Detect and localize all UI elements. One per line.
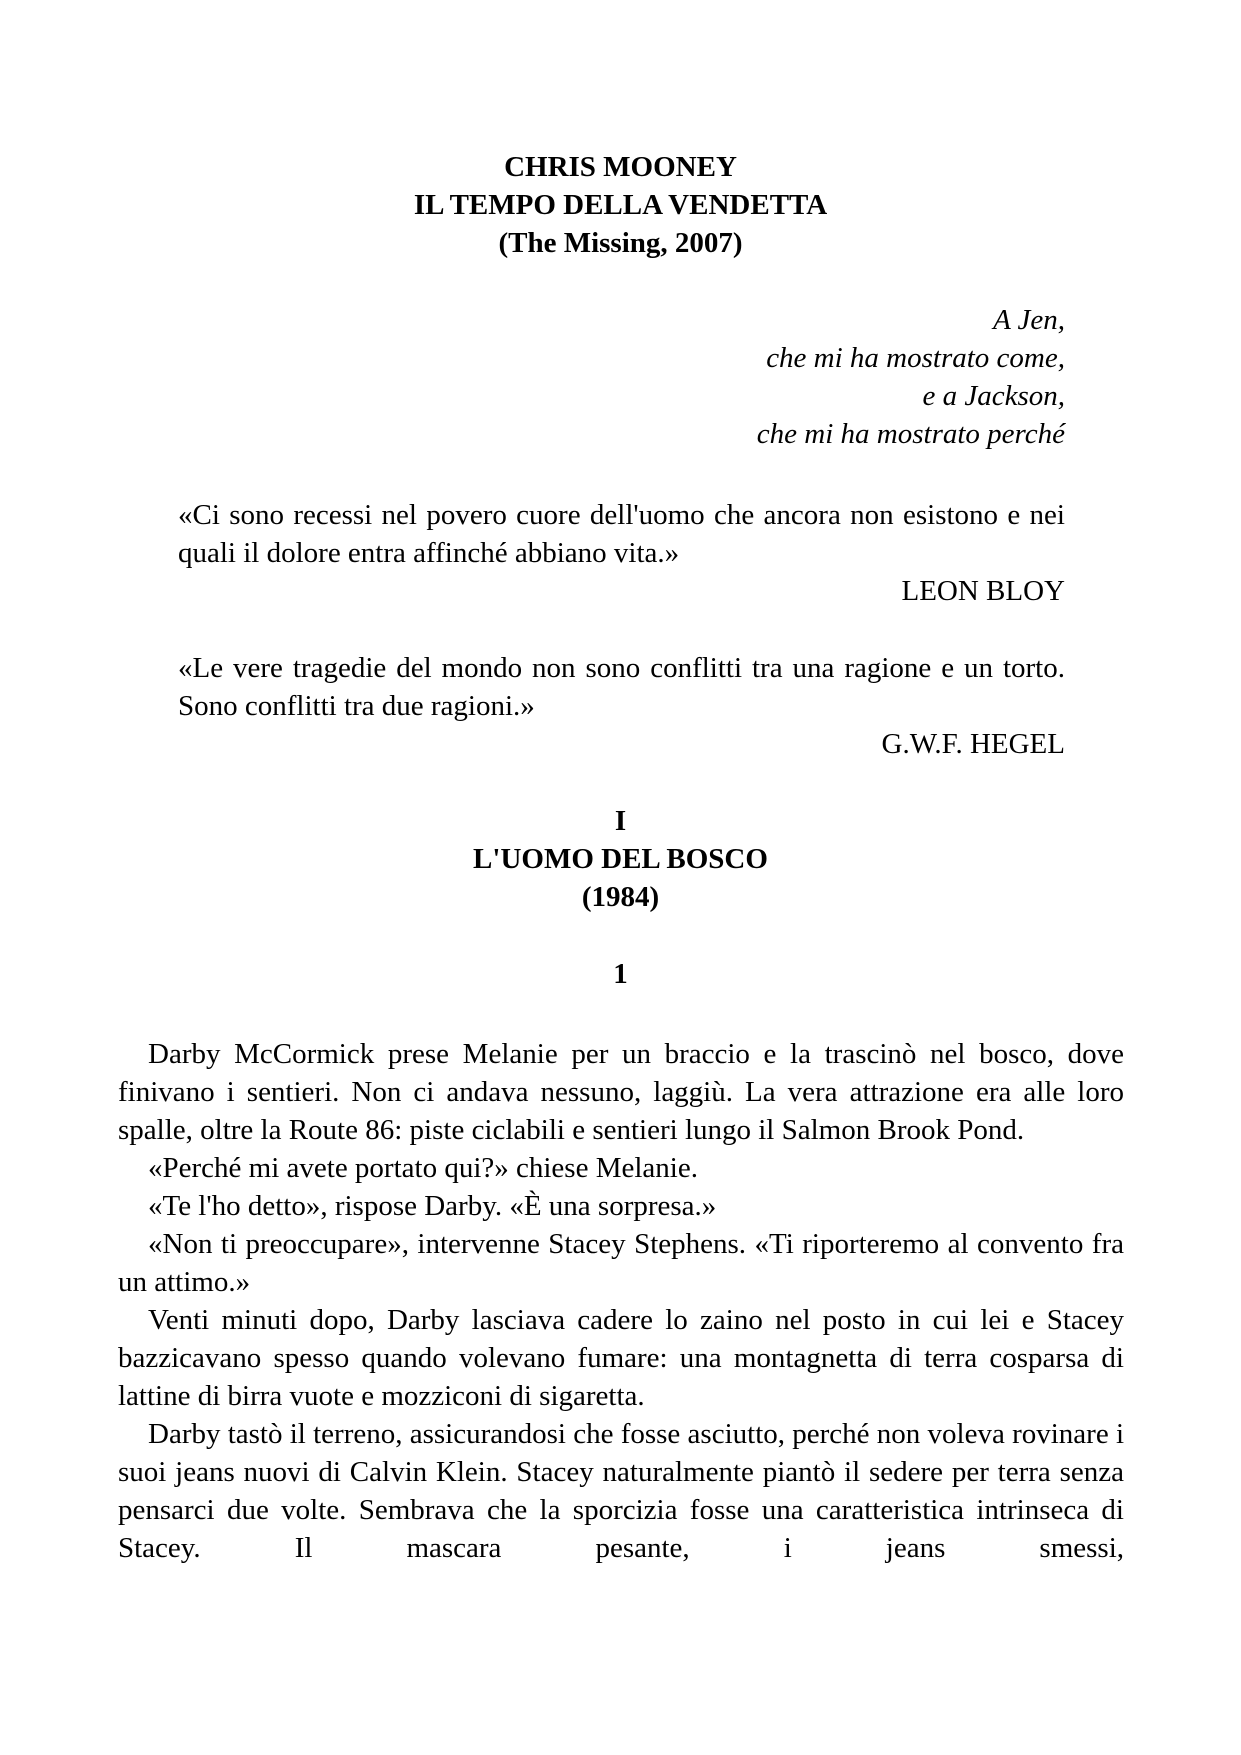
dedication-line: A Jen, [993,304,1065,336]
epigraph [178,649,1065,763]
paragraph: Venti minuti dopo, Darby lasciava cadere lo zaino nel posto in cui lei e Stacey bazzicavano spesso quando volevano fumare: una montagnetta di terra cosparsa di lattine di birra vuote e mozziconi di sigaretta. [118,1304,1124,1412]
dedication-line: che mi ha mostrato come, [766,342,1065,374]
title-block [0,148,1241,262]
dedication [757,301,1065,453]
epigraph-author: G.W.F. HEGEL [881,728,1065,760]
part-year: (1984) [581,881,660,913]
paragraph: «Perché mi avete portato qui?» chiese Melanie. [148,1152,698,1184]
chapter-number: 1 [613,958,628,990]
epigraph-author: LEON BLOY [901,575,1065,607]
epigraph [178,496,1065,610]
part-title: L'UOMO DEL BOSCO [473,843,768,875]
paragraph: Darby McCormick prese Melanie per un braccio e la trascinò nel bosco, dove finivano i sentieri. Non ci andava nessuno, laggiù. La vera attrazione era alle loro spalle, oltre la Route 86: piste ciclabili e sentieri lungo il Salmon Brook Pond. [118,1038,1124,1146]
part-number: I [614,805,627,837]
dedication-line: che mi ha mostrato perché [756,418,1065,450]
chapter-body [118,1035,1124,1567]
paragraph: Darby tastò il terreno, assicurandosi che fosse asciutto, perché non voleva rovinare i suoi jeans nuovi di Calvin Klein. Stacey naturalmente piantò il sedere per terra senza pensarci due volte. Sembrava che la sporcizia fosse una caratteristica intrinseca di Stacey. Il mascara pesante, i jeans smessi, [118,1418,1125,1564]
dedication-line: e a Jackson, [922,380,1065,412]
epigraph-quote: «Ci sono recessi nel povero cuore dell'uomo che ancora non esistono e nei quali il dolore entra affinché abbiano vita.» [178,499,1065,569]
author-name: CHRIS MOONEY [504,151,737,183]
paragraph: «Te l'ho detto», rispose Darby. «È una sorpresa.» [148,1190,717,1222]
epigraph-quote: «Le vere tragedie del mondo non sono conflitti tra una ragione e un torto. Sono conflitti tra due ragioni.» [178,652,1065,722]
book-title: IL TEMPO DELLA VENDETTA [413,189,828,221]
part-heading [0,802,1241,916]
paragraph: «Non ti preoccupare», intervenne Stacey Stephens. «Ti riporteremo al convento fra un attimo.» [118,1228,1124,1298]
original-title: (The Missing, 2007) [498,227,743,259]
